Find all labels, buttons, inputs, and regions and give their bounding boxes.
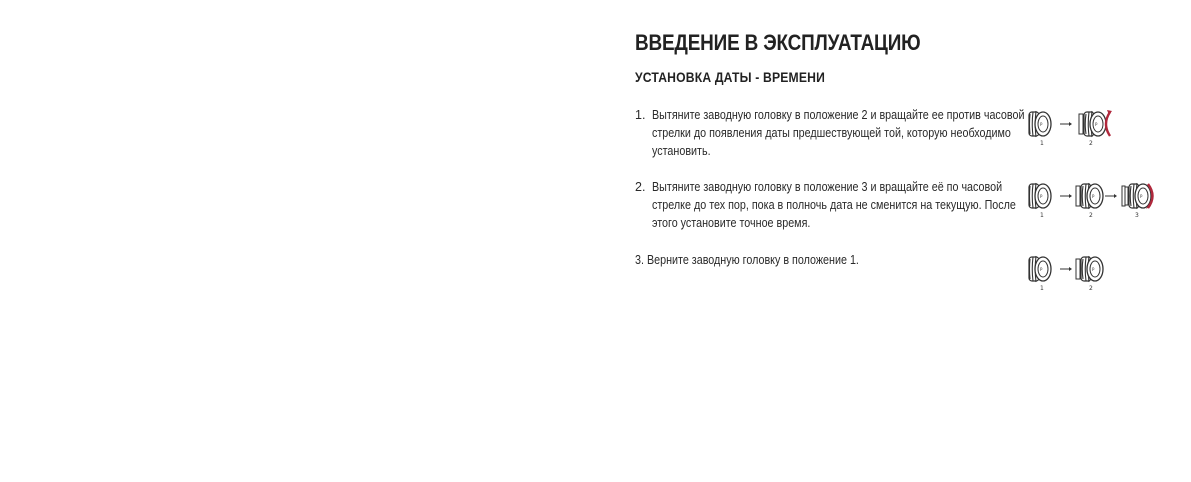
svg-text:P: P (1040, 194, 1043, 199)
crown-diagram-svg (1027, 178, 1157, 218)
position-label-3: 3 (1135, 212, 1139, 219)
crown-diagram-svg (1027, 251, 1137, 291)
crown-icon (1079, 111, 1106, 137)
svg-text:P: P (1092, 194, 1095, 199)
step-text: Вытяните заводную головку в положение 3 и вращайте её по часовой стрелке до тех пор, пока в полночь дата не сменится на текущую. После этого установите точное время. (652, 180, 1016, 230)
svg-text:P: P (1040, 267, 1043, 272)
crown-icon (1029, 111, 1051, 137)
instruction-step-2 (635, 178, 1025, 234)
arrow-icon (1060, 194, 1072, 198)
position-label-2: 2 (1089, 212, 1093, 219)
crown-icon (1076, 183, 1103, 209)
crown-position-diagram-1 (1027, 106, 1137, 146)
arrow-icon (1060, 122, 1072, 126)
crown-icon (1076, 256, 1103, 282)
position-label-1: 1 (1040, 140, 1044, 147)
counterclockwise-arrow-icon (1106, 112, 1110, 136)
position-label-2: 2 (1089, 140, 1093, 147)
svg-text:P: P (1092, 267, 1095, 272)
svg-text:P: P (1140, 194, 1143, 199)
instruction-step-1 (635, 106, 1025, 162)
crown-position-diagram-2 (1027, 178, 1157, 218)
arrow-icon (1105, 194, 1117, 198)
arrow-icon (1060, 267, 1072, 271)
crown-icon (1029, 256, 1051, 282)
instruction-step-3 (635, 251, 1025, 271)
instructions-column (635, 0, 1191, 482)
position-label-2: 2 (1089, 285, 1093, 292)
svg-text:P: P (1095, 122, 1098, 127)
crown-icon (1122, 183, 1151, 209)
step-text: Вытяните заводную головку в положение 2 и вращайте ее против часовой стрелки до появления даты предшествующей той, которую необходимо установить. (652, 108, 1025, 158)
step-number: 1. (635, 108, 646, 122)
step-number: 2. (635, 180, 646, 194)
step-text: 3. Верните заводную головку в положение 1. (635, 253, 859, 267)
svg-text:P: P (1040, 122, 1043, 127)
crown-diagram-svg (1027, 106, 1137, 146)
crown-icon (1029, 183, 1051, 209)
position-label-1: 1 (1040, 285, 1044, 292)
position-label-1: 1 (1040, 212, 1044, 219)
section-title: ВВЕДЕНИЕ В ЭКСПЛУАТАЦИЮ (635, 30, 921, 55)
subsection-title: УСТАНОВКА ДАТЫ - ВРЕМЕНИ (635, 70, 826, 85)
crown-position-diagram-3 (1027, 251, 1137, 291)
